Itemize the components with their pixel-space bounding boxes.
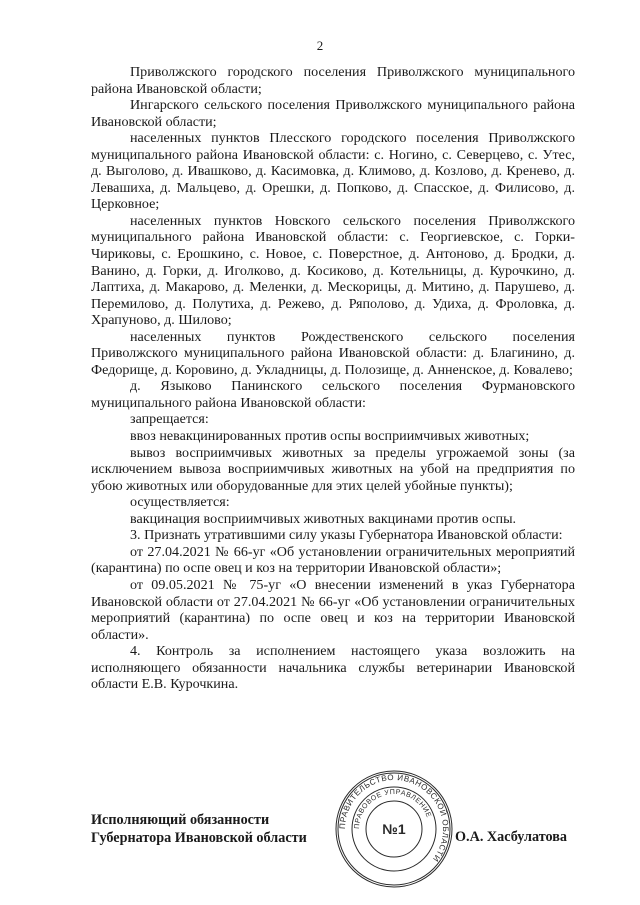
signatory-name: О.А. Хасбулатова <box>455 829 567 845</box>
signatory-position <box>91 812 307 847</box>
paragraph: запрещается: <box>130 411 209 428</box>
seal-number: №1 <box>382 821 406 837</box>
paragraph: населенных пунктов Рождественского сельского поселения Приволжского муниципального района Ивановской области: д. Благинино, д. Федорище, д. Коровино, д. Укладницы, д. Полозище, д. Анненское, д. Ковалево; <box>91 328 575 378</box>
paragraph: Ингарского сельского поселения Приволжского муниципального района Ивановской области; <box>91 97 575 130</box>
official-seal <box>333 768 455 890</box>
seal-outer-text: ПРАВИТЕЛЬСТВО ИВАНОВСКОЙ ОБЛАСТИ <box>337 772 451 864</box>
page-number: 2 <box>316 38 324 53</box>
signatory-position-line: Губернатора Ивановской области <box>91 829 307 846</box>
paragraph: 3. Признать утратившими силу указы Губернатора Ивановской области: <box>130 527 563 544</box>
paragraph: осуществляется: <box>130 494 230 511</box>
paragraph: населенных пунктов Плесского городского поселения Приволжского муниципального района Ивановской области: с. Ногино, с. Северцево, с. Утес, д. Выголово, д. Ивашково, д. Касимовка, д. Климово, д. Козлово, д. Кренево, д. Левашиха, д. Мальцево, д. Орешки, д. Попково, д. Спасское, д. Филисово, д. Церковное; <box>91 130 575 213</box>
paragraph: населенных пунктов Новского сельского поселения Приволжского муниципального района Ивановской области: с. Георгиевское, с. Горки-Чириковы, с. Ерошкино, с. Новое, с. Поверстное, д. Антоново, д. Бродки, д. Ванино, д. Горки, д. Иголково, д. Косиково, д. Котельницы, д. Курочкино, д. Лаптиха, д. Макарово, д. Меленки, д. Мескорицы, д. Митино, д. Парушево, д. Перемилово, д. Полутиха, д. Режево, д. Ряполово, д. Удиха, д. Фроловка, д. Храпуново, д. Шилово; <box>91 212 575 329</box>
paragraph: д. Языково Панинского сельского поселения Фурмановского муниципального района Ивановской области: <box>91 378 575 411</box>
paragraph: от 09.05.2021 № 75-уг «О внесении изменений в указ Губернатора Ивановской области от 27.04.2021 № 66-уг «Об установлении ограничительных мероприятий (карантина) по оспе овец и коз на территории Ивановской области». <box>91 576 575 643</box>
paragraph: Приволжского городского поселения Приволжского муниципального района Ивановской области; <box>91 64 575 97</box>
paragraph: вывоз восприимчивых животных за пределы угрожаемой зоны (за исключением вывоза восприимчивых животных на убой на предприятия по убою животных или оборудованные для этих целей убойные пункты); <box>91 444 575 494</box>
document-body <box>91 64 575 693</box>
paragraph: ввоз невакцинированных против оспы восприимчивых животных; <box>130 428 530 445</box>
paragraph: вакцинация восприимчивых животных вакцинами против оспы. <box>130 510 517 527</box>
seal-inner-text: ПРАВОВОЕ УПРАВЛЕНИЕ <box>353 788 433 830</box>
paragraph: 4. Контроль за исполнением настоящего указа возложить на исполняющего обязанности начальника службы ветеринарии Ивановской области Е.В. Курочкина. <box>91 643 575 693</box>
paragraph: от 27.04.2021 № 66-уг «Об установлении ограничительных мероприятий (карантина) по оспе овец и коз на территории Ивановской области»; <box>91 543 575 577</box>
signatory-position-line: Исполняющий обязанности <box>91 812 270 828</box>
